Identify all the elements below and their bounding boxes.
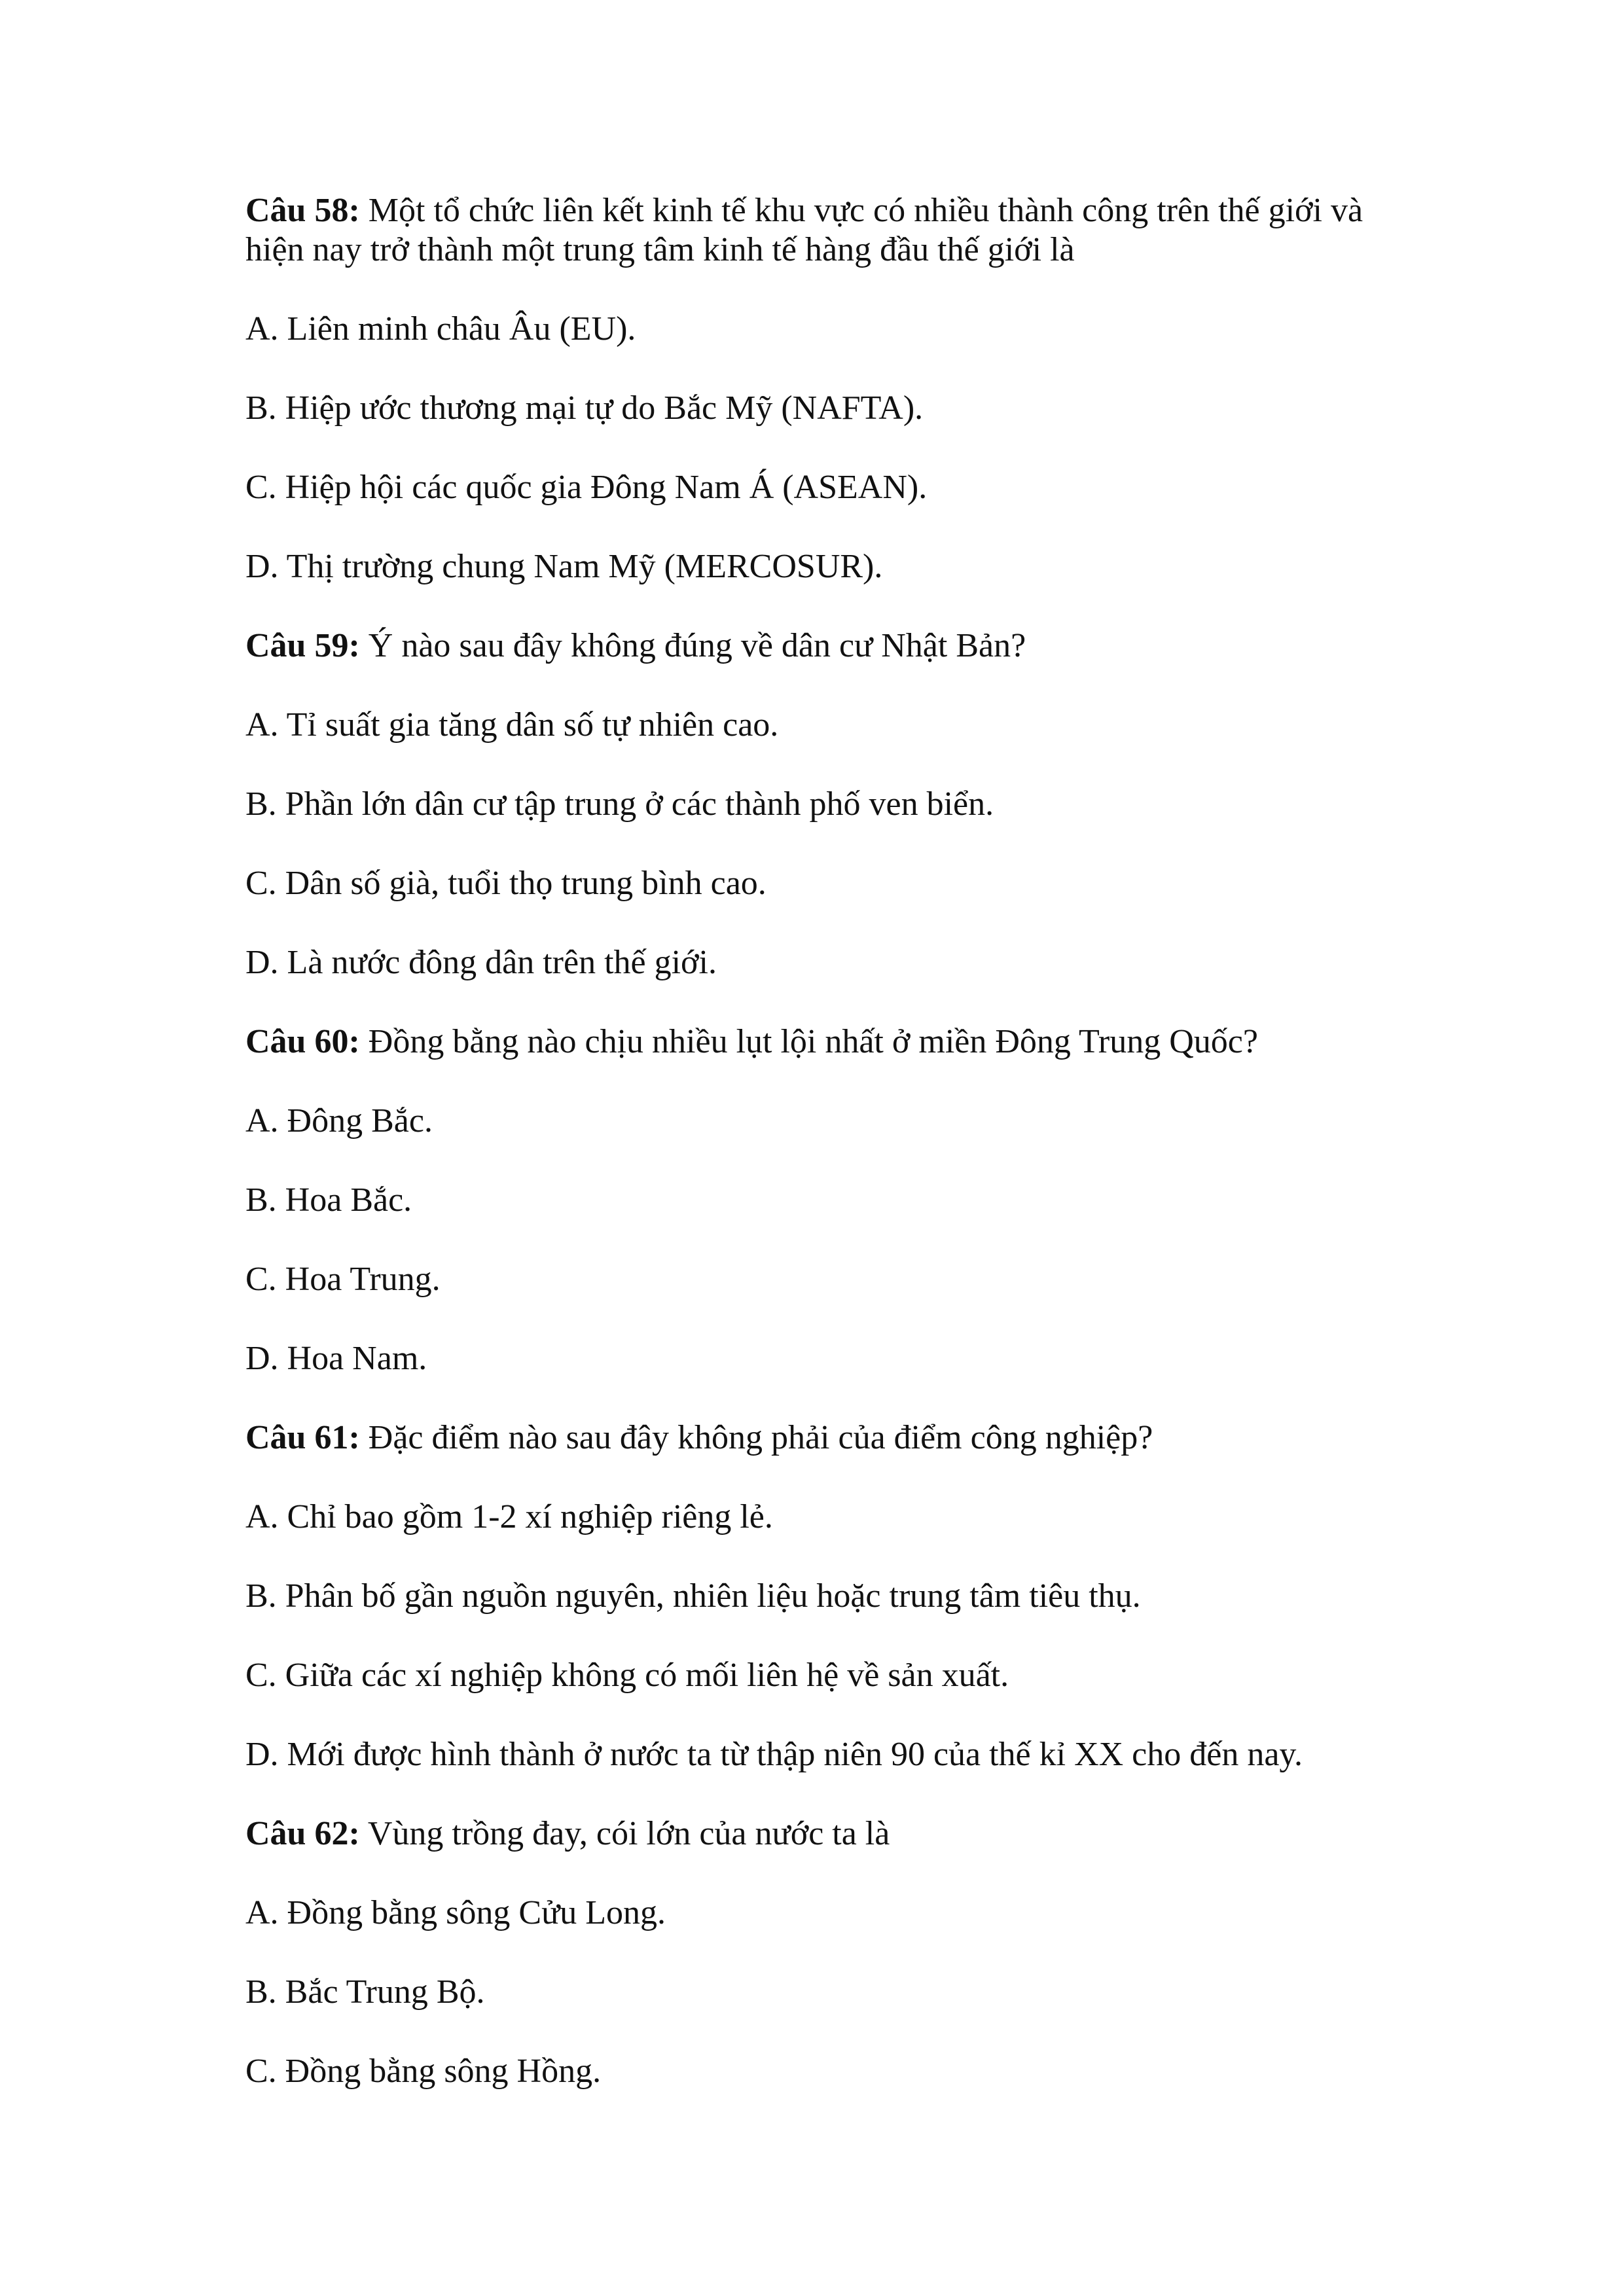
option-a: A. Đồng bằng sông Cửu Long. xyxy=(245,1894,666,1931)
option-a: A. Liên minh châu Âu (EU). xyxy=(245,310,636,348)
option-c: C. Hiệp hội các quốc gia Đông Nam Á (ASEAN). xyxy=(245,469,928,506)
question-text xyxy=(245,191,1398,270)
option-c: C. Đồng bằng sông Hồng. xyxy=(245,2053,602,2090)
question-text xyxy=(245,1418,1398,1458)
option-b: B. Hoa Bắc. xyxy=(245,1181,412,1219)
question-label: Câu 61: xyxy=(245,1419,360,1456)
question-61 xyxy=(245,1418,1398,1774)
question-text xyxy=(245,1022,1398,1062)
option-d: D. Là nước đông dân trên thế giới. xyxy=(245,944,717,981)
option-d: D. Thị trường chung Nam Mỹ (MERCOSUR). xyxy=(245,548,883,585)
question-body: Ý nào sau đây không đúng về dân cư Nhật Bản? xyxy=(359,627,1026,664)
question-label: Câu 60: xyxy=(245,1023,360,1060)
option-a: A. Đông Bắc. xyxy=(245,1102,433,1139)
question-body: Một tổ chức liên kết kinh tế khu vực có nhiều thành công trên thế giới và hiện nay trở thành một trung tâm kinh tế hàng đầu thế giới là xyxy=(245,192,1363,268)
option-b: B. Phân bố gần nguồn nguyên, nhiên liệu hoặc trung tâm tiêu thụ. xyxy=(245,1577,1141,1615)
question-body: Đồng bằng nào chịu nhiều lụt lội nhất ở miền Đông Trung Quốc? xyxy=(359,1023,1258,1060)
option-c: C. Dân số già, tuổi thọ trung bình cao. xyxy=(245,865,767,902)
question-body: Vùng trồng đay, cói lớn của nước ta là xyxy=(359,1815,890,1852)
question-body: Đặc điểm nào sau đây không phải của điểm công nghiệp? xyxy=(359,1419,1153,1456)
question-text xyxy=(245,1814,1398,1854)
question-62 xyxy=(245,1814,1398,2091)
question-list xyxy=(245,191,1398,2131)
question-text xyxy=(245,626,1398,666)
option-a: A. Chỉ bao gồm 1-2 xí nghiệp riêng lẻ. xyxy=(245,1498,773,1535)
question-label: Câu 59: xyxy=(245,627,360,664)
option-c: C. Hoa Trung. xyxy=(245,1261,441,1298)
option-d: D. Hoa Nam. xyxy=(245,1340,427,1377)
option-c: C. Giữa các xí nghiệp không có mối liên hệ về sản xuất. xyxy=(245,1657,1009,1694)
option-b: B. Hiệp ước thương mại tự do Bắc Mỹ (NAFTA). xyxy=(245,389,924,427)
question-60 xyxy=(245,1022,1398,1378)
option-a: A. Tỉ suất gia tăng dân số tự nhiên cao. xyxy=(245,706,779,744)
question-58 xyxy=(245,191,1398,586)
option-b: B. Bắc Trung Bộ. xyxy=(245,1973,485,2011)
option-d: D. Mới được hình thành ở nước ta từ thập niên 90 của thế kỉ XX cho đến nay. xyxy=(245,1736,1303,1773)
question-59 xyxy=(245,626,1398,982)
option-b: B. Phần lớn dân cư tập trung ở các thành phố ven biển. xyxy=(245,785,994,823)
question-label: Câu 58: xyxy=(245,192,360,229)
question-label: Câu 62: xyxy=(245,1815,360,1852)
